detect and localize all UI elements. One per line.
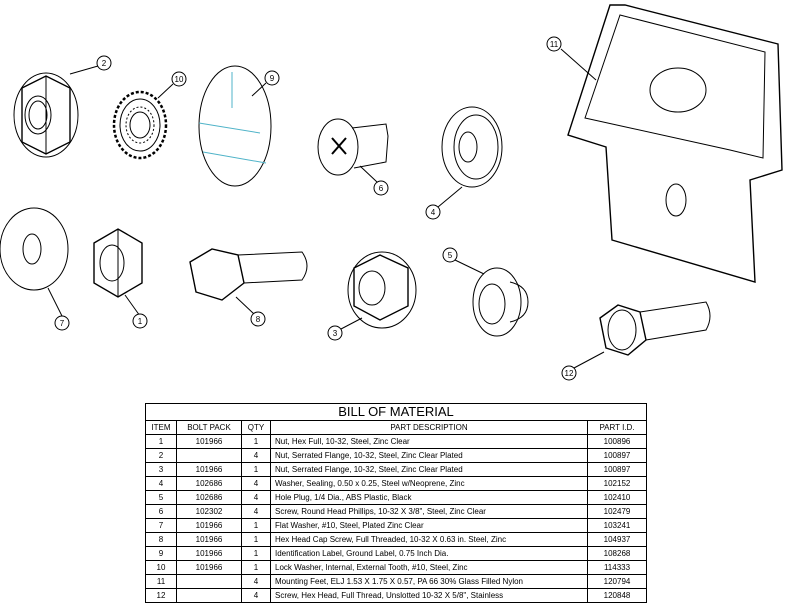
header-part-description: PART DESCRIPTION (271, 421, 588, 435)
cell-bolt-pack: 101966 (177, 519, 242, 533)
callout-10 (172, 72, 186, 86)
cell-part-id: 102479 (588, 505, 647, 519)
part-1-hex-nut (94, 229, 142, 297)
cell-bolt-pack: 102686 (177, 491, 242, 505)
cell-description: Lock Washer, Internal, External Tooth, #10, Steel, Zinc (271, 561, 588, 575)
cell-bolt-pack: 101966 (177, 435, 242, 449)
cell-description: Identification Label, Ground Label, 0.75 Inch Dia. (271, 547, 588, 561)
cell-item: 12 (146, 589, 177, 603)
cell-bolt-pack: 101966 (177, 561, 242, 575)
cell-description: Flat Washer, #10, Steel, Plated Zinc Clear (271, 519, 588, 533)
bom-header-row (146, 421, 647, 435)
cell-bolt-pack: 102302 (177, 505, 242, 519)
header-item: ITEM (146, 421, 177, 435)
cell-qty: 4 (242, 505, 271, 519)
cell-part-id: 104937 (588, 533, 647, 547)
callout-2 (97, 56, 111, 70)
cell-qty: 1 (242, 561, 271, 575)
cell-item: 4 (146, 477, 177, 491)
cell-description: Screw, Round Head Phillips, 10-32 X 3/8", Steel, Zinc Clear (271, 505, 588, 519)
cell-item: 2 (146, 449, 177, 463)
part-4-sealing-washer (442, 107, 502, 187)
cell-item: 10 (146, 561, 177, 575)
table-row (146, 561, 647, 575)
cell-part-id: 108268 (588, 547, 647, 561)
cell-item: 1 (146, 435, 177, 449)
cell-part-id: 103241 (588, 519, 647, 533)
callout-7 (55, 316, 69, 330)
cell-item: 6 (146, 505, 177, 519)
svg-text:11: 11 (549, 40, 559, 49)
cell-bolt-pack: 102686 (177, 477, 242, 491)
callout-9 (265, 71, 279, 85)
part-10-lock-washer (114, 92, 166, 158)
cell-part-id: 114333 (588, 561, 647, 575)
cell-part-id: 102410 (588, 491, 647, 505)
part-5-hole-plug (473, 268, 528, 336)
table-row (146, 435, 647, 449)
cell-bolt-pack (177, 589, 242, 603)
cell-bolt-pack: 101966 (177, 547, 242, 561)
cell-part-id: 100897 (588, 449, 647, 463)
cell-qty: 4 (242, 491, 271, 505)
bill-of-material-table (145, 403, 647, 603)
cell-item: 5 (146, 491, 177, 505)
table-row (146, 449, 647, 463)
cell-description: Washer, Sealing, 0.50 x 0.25, Steel w/Neoprene, Zinc (271, 477, 588, 491)
table-row (146, 547, 647, 561)
cell-bolt-pack: 101966 (177, 533, 242, 547)
table-row (146, 491, 647, 505)
cell-description: Screw, Hex Head, Full Thread, Unslotted 10-32 X 5/8", Stainless (271, 589, 588, 603)
cell-qty: 1 (242, 533, 271, 547)
callout-12 (562, 366, 576, 380)
table-row (146, 533, 647, 547)
cell-part-id: 100897 (588, 463, 647, 477)
callout-5 (443, 248, 457, 262)
part-6-phillips-screw (318, 119, 388, 175)
svg-text:10: 10 (174, 75, 184, 84)
cell-qty: 4 (242, 589, 271, 603)
cell-qty: 1 (242, 463, 271, 477)
table-row (146, 575, 647, 589)
table-row (146, 477, 647, 491)
cell-part-id: 100896 (588, 435, 647, 449)
svg-text:2: 2 (101, 59, 107, 68)
cell-qty: 4 (242, 575, 271, 589)
header-qty: QTY (242, 421, 271, 435)
cell-item: 7 (146, 519, 177, 533)
part-3-flange-nut (348, 252, 416, 328)
cell-description: Nut, Serrated Flange, 10-32, Steel, Zinc Clear Plated (271, 463, 588, 477)
callout-8 (251, 312, 265, 326)
svg-text:7: 7 (59, 319, 65, 328)
bom-title: BILL OF MATERIAL (145, 403, 647, 420)
cell-bolt-pack (177, 575, 242, 589)
cell-qty: 4 (242, 477, 271, 491)
callout-bubbles (55, 37, 576, 380)
cell-qty: 1 (242, 547, 271, 561)
table-row (146, 505, 647, 519)
cell-bolt-pack (177, 449, 242, 463)
table-row (146, 519, 647, 533)
svg-text:12: 12 (564, 369, 574, 378)
cell-part-id: 120794 (588, 575, 647, 589)
callout-4 (426, 205, 440, 219)
cell-qty: 4 (242, 449, 271, 463)
svg-text:5: 5 (447, 251, 453, 260)
svg-text:4: 4 (430, 208, 436, 217)
table-row (146, 589, 647, 603)
cell-item: 9 (146, 547, 177, 561)
cell-item: 3 (146, 463, 177, 477)
cell-description: Hole Plug, 1/4 Dia., ABS Plastic, Black (271, 491, 588, 505)
svg-text:9: 9 (269, 74, 275, 83)
cell-part-id: 102152 (588, 477, 647, 491)
cell-qty: 1 (242, 519, 271, 533)
part-8-hex-cap-screw (190, 249, 307, 300)
header-bolt-pack: BOLT PACK (177, 421, 242, 435)
cell-description: Nut, Serrated Flange, 10-32, Steel, Zinc Clear Plated (271, 449, 588, 463)
svg-text:6: 6 (378, 184, 384, 193)
cell-qty: 1 (242, 435, 271, 449)
part-9-label (199, 66, 271, 186)
callout-11 (547, 37, 561, 51)
cell-item: 8 (146, 533, 177, 547)
svg-text:1: 1 (137, 317, 143, 326)
cell-description: Mounting Feet, ELJ 1.53 X 1.75 X 0.57, PA 66 30% Glass Filled Nylon (271, 575, 588, 589)
callout-1 (133, 314, 147, 328)
svg-text:8: 8 (255, 315, 261, 324)
cell-description: Hex Head Cap Screw, Full Threaded, 10-32 X 0.63 in. Steel, Zinc (271, 533, 588, 547)
header-part-id: PART I.D. (588, 421, 647, 435)
callout-3 (328, 326, 342, 340)
part-11-mounting-foot (568, 5, 782, 282)
part-2-flange-nut (14, 73, 78, 157)
svg-text:3: 3 (332, 329, 338, 338)
cell-item: 11 (146, 575, 177, 589)
callout-leaders (48, 49, 604, 368)
table-row (146, 463, 647, 477)
cell-description: Nut, Hex Full, 10-32, Steel, Zinc Clear (271, 435, 588, 449)
part-12-hex-screw (600, 302, 710, 355)
cell-part-id: 120848 (588, 589, 647, 603)
part-7-flat-washer (0, 208, 68, 290)
callout-6 (374, 181, 388, 195)
cell-bolt-pack: 101966 (177, 463, 242, 477)
